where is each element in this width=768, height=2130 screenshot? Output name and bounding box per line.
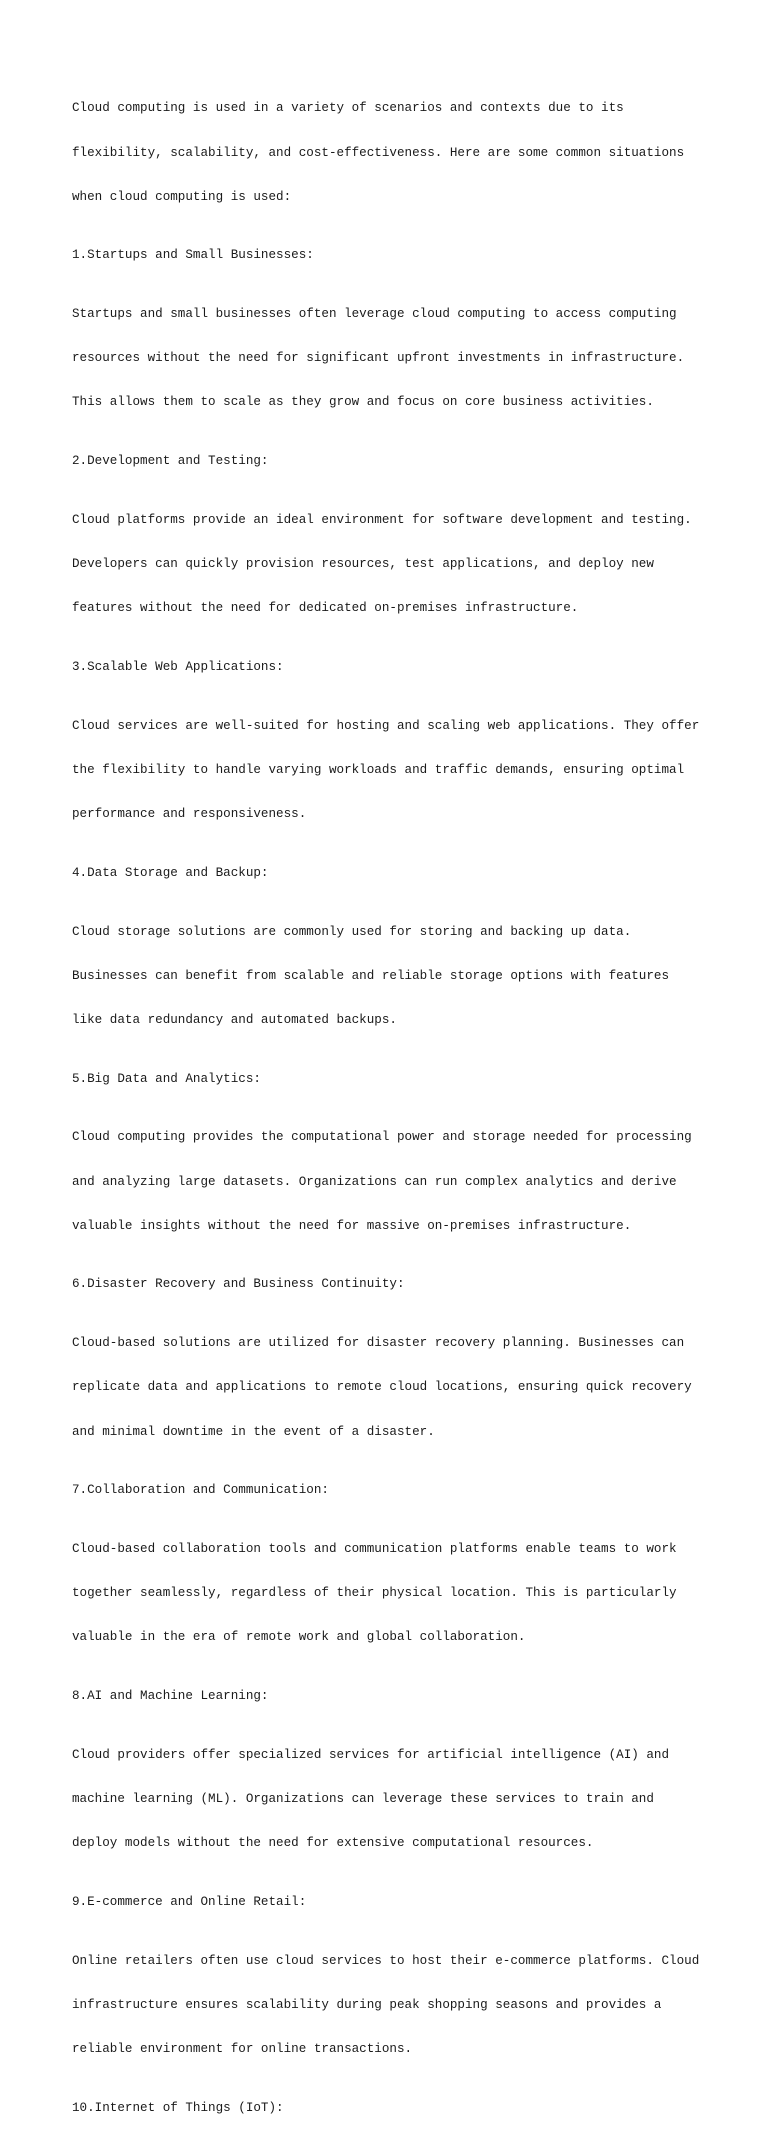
section-heading-startups: 1.Startups and Small Businesses: [72,248,314,263]
intro-line: flexibility, scalability, and cost-effectiveness. Here are some common situations [72,145,685,160]
body-line: machine learning (ML). Organizations can leverage these services to train and [72,1792,654,1807]
body-line: together seamlessly, regardless of their physical location. This is particularly [72,1586,677,1601]
body-line: Businesses can benefit from scalable and reliable storage options with features [72,968,670,983]
body-line: infrastructure ensures scalability during peak shopping seasons and provides a [72,1997,662,2012]
section-body-ecommerce [72,1924,712,2086]
section-body-ai-ml [72,1719,712,1881]
body-line: reliable environment for online transactions. [72,2041,413,2056]
section-heading-storage: 4.Data Storage and Backup: [72,865,269,880]
document-page [72,72,712,2130]
body-line: Cloud storage solutions are commonly used for storing and backing up data. [72,924,632,939]
body-line: Cloud-based solutions are utilized for disaster recovery planning. Businesses can [72,1336,685,1351]
body-line: Cloud computing provides the computational power and storage needed for processing [72,1130,692,1145]
body-line: Cloud providers offer specialized services for artificial intelligence (AI) and [72,1747,670,1762]
body-line: Cloud-based collaboration tools and communication platforms enable teams to work [72,1542,677,1557]
body-line: and minimal downtime in the event of a disaster. [72,1424,435,1439]
section-heading-ecommerce: 9.E-commerce and Online Retail: [72,1894,307,1909]
intro-line: when cloud computing is used: [72,189,292,204]
body-line: performance and responsiveness. [72,807,307,822]
section-heading-web-apps: 3.Scalable Web Applications: [72,660,284,675]
intro-paragraph [72,72,712,234]
section-body-web-apps [72,689,712,851]
body-line: valuable in the era of remote work and global collaboration. [72,1630,526,1645]
section-body-collaboration [72,1513,712,1675]
body-line: Startups and small businesses often leverage cloud computing to access computing [72,307,677,322]
section-heading-development: 2.Development and Testing: [72,454,269,469]
section-body-big-data [72,1101,712,1263]
section-body-storage [72,895,712,1057]
body-line: replicate data and applications to remote cloud locations, ensuring quick recovery [72,1380,692,1395]
section-heading-disaster-recovery: 6.Disaster Recovery and Business Continuity: [72,1277,405,1292]
body-line: features without the need for dedicated on-premises infrastructure. [72,601,579,616]
body-line: Cloud platforms provide an ideal environment for software development and testing. [72,513,692,528]
body-line: resources without the need for significant upfront investments in infrastructure. [72,351,685,366]
body-line: Online retailers often use cloud services to host their e-commerce platforms. Cloud [72,1953,700,1968]
section-heading-ai-ml: 8.AI and Machine Learning: [72,1689,269,1704]
section-body-startups [72,278,712,440]
body-line: valuable insights without the need for massive on-premises infrastructure. [72,1218,632,1233]
body-line: Developers can quickly provision resources, test applications, and deploy new [72,557,654,572]
body-line: like data redundancy and automated backups. [72,1012,397,1027]
body-line: Cloud services are well-suited for hosting and scaling web applications. They offer [72,718,700,733]
body-line: This allows them to scale as they grow and focus on core business activities. [72,395,654,410]
section-body-development [72,484,712,646]
section-heading-iot: 10.Internet of Things (IoT): [72,2100,284,2115]
body-line: deploy models without the need for extensive computational resources. [72,1836,594,1851]
section-heading-collaboration: 7.Collaboration and Communication: [72,1483,329,1498]
section-heading-big-data: 5.Big Data and Analytics: [72,1071,261,1086]
body-line: and analyzing large datasets. Organizations can run complex analytics and derive [72,1174,677,1189]
intro-line: Cloud computing is used in a variety of scenarios and contexts due to its [72,101,624,116]
body-line: the flexibility to handle varying workloads and traffic demands, ensuring optimal [72,762,685,777]
section-body-disaster-recovery [72,1307,712,1469]
